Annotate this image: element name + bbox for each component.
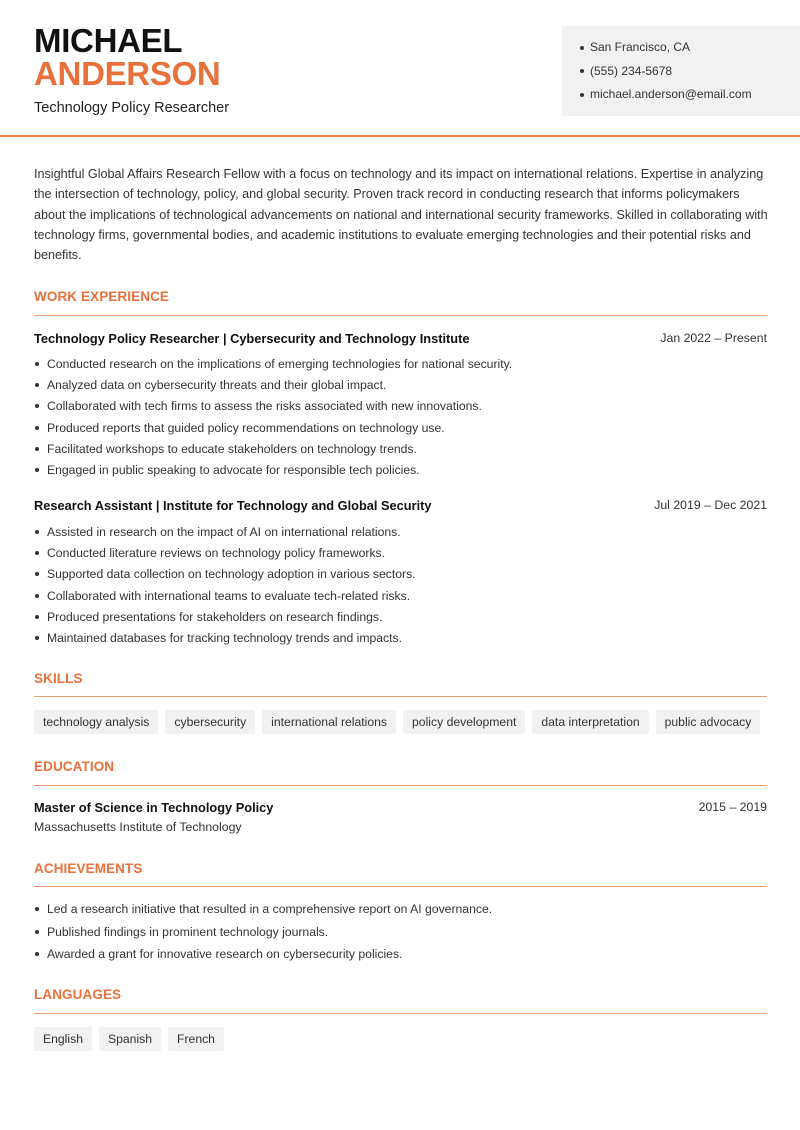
list-item: Published findings in prominent technology journals.: [34, 924, 767, 947]
resume-header: [0, 0, 800, 137]
list-item: Facilitated workshops to educate stakeholders on technology trends.: [34, 441, 767, 462]
list-item: Collaborated with international teams to evaluate tech-related risks.: [34, 588, 767, 609]
list-item: Assisted in research on the impact of AI on international relations.: [34, 524, 767, 545]
languages-list: [34, 1027, 224, 1051]
contact-phone: (555) 234-5678: [580, 62, 800, 86]
last-name: ANDERSON: [34, 55, 221, 92]
job-title: Technology Policy Researcher: [34, 100, 230, 116]
school: Massachusetts Institute of Technology: [34, 820, 242, 834]
section-divider: [34, 886, 767, 887]
education-dates: 2015 – 2019: [698, 800, 767, 814]
section-title-achievements: ACHIEVEMENTS: [34, 861, 143, 876]
list-item: Produced reports that guided policy recommendations on technology use.: [34, 420, 767, 441]
section-divider: [34, 315, 767, 316]
achievements-list: [34, 901, 767, 969]
section-divider: [34, 1013, 767, 1014]
job-dates: Jul 2019 – Dec 2021: [654, 498, 767, 512]
job-dates: Jan 2022 – Present: [660, 331, 767, 345]
list-item: Analyzed data on cybersecurity threats and their global impact.: [34, 377, 767, 398]
contact-box: [562, 26, 800, 116]
language-chip: English: [34, 1027, 92, 1051]
list-item: Engaged in public speaking to advocate for responsible tech policies.: [34, 462, 767, 483]
skill-chip: technology analysis: [34, 710, 158, 734]
section-title-education: EDUCATION: [34, 759, 115, 774]
list-item: Conducted literature reviews on technology policy frameworks.: [34, 545, 767, 566]
list-item: Collaborated with tech firms to assess the risks associated with new innovations.: [34, 398, 767, 419]
section-title-work: WORK EXPERIENCE: [34, 289, 170, 304]
section-divider: [34, 785, 767, 786]
contact-location: San Francisco, CA: [580, 38, 800, 62]
section-divider: [34, 696, 767, 697]
first-name: MICHAEL: [34, 22, 183, 59]
skill-chip: international relations: [262, 710, 396, 734]
skill-chip: policy development: [403, 710, 525, 734]
list-item: Awarded a grant for innovative research on cybersecurity policies.: [34, 946, 767, 969]
skill-chip: cybersecurity: [165, 710, 255, 734]
contact-email: michael.anderson@email.com: [580, 85, 800, 109]
list-item: Led a research initiative that resulted in a comprehensive report on AI governance.: [34, 901, 767, 924]
skill-chip: public advocacy: [656, 710, 761, 734]
list-item: Produced presentations for stakeholders on research findings.: [34, 609, 767, 630]
list-item: Maintained databases for tracking technology trends and impacts.: [34, 630, 767, 651]
skill-chip: data interpretation: [532, 710, 648, 734]
job-bullets: [34, 356, 767, 483]
job-heading: Research Assistant | Institute for Technology and Global Security: [34, 498, 432, 513]
list-item: Supported data collection on technology adoption in various sectors.: [34, 566, 767, 587]
job-heading: Technology Policy Researcher | Cybersecurity and Technology Institute: [34, 331, 470, 346]
language-chip: French: [168, 1027, 224, 1051]
language-chip: Spanish: [99, 1027, 161, 1051]
job-bullets: [34, 524, 767, 651]
skills-list: [34, 710, 760, 734]
degree: Master of Science in Technology Policy: [34, 800, 274, 815]
section-title-languages: LANGUAGES: [34, 987, 122, 1002]
list-item: Conducted research on the implications of emerging technologies for national security.: [34, 356, 767, 377]
summary: Insightful Global Affairs Research Fellow with a focus on technology and its impact on international relations. Expertise in analyzing the intersection of technology, policy, and global security. Proven track record in conducting research that informs policymakers about the implications of technological advancements on national and international security frameworks. Skilled in collaborating with technology firms, governmental bodies, and academic institutions to evaluate emerging technologies and their potential risks and benefits.: [34, 167, 768, 263]
section-title-skills: SKILLS: [34, 671, 83, 686]
